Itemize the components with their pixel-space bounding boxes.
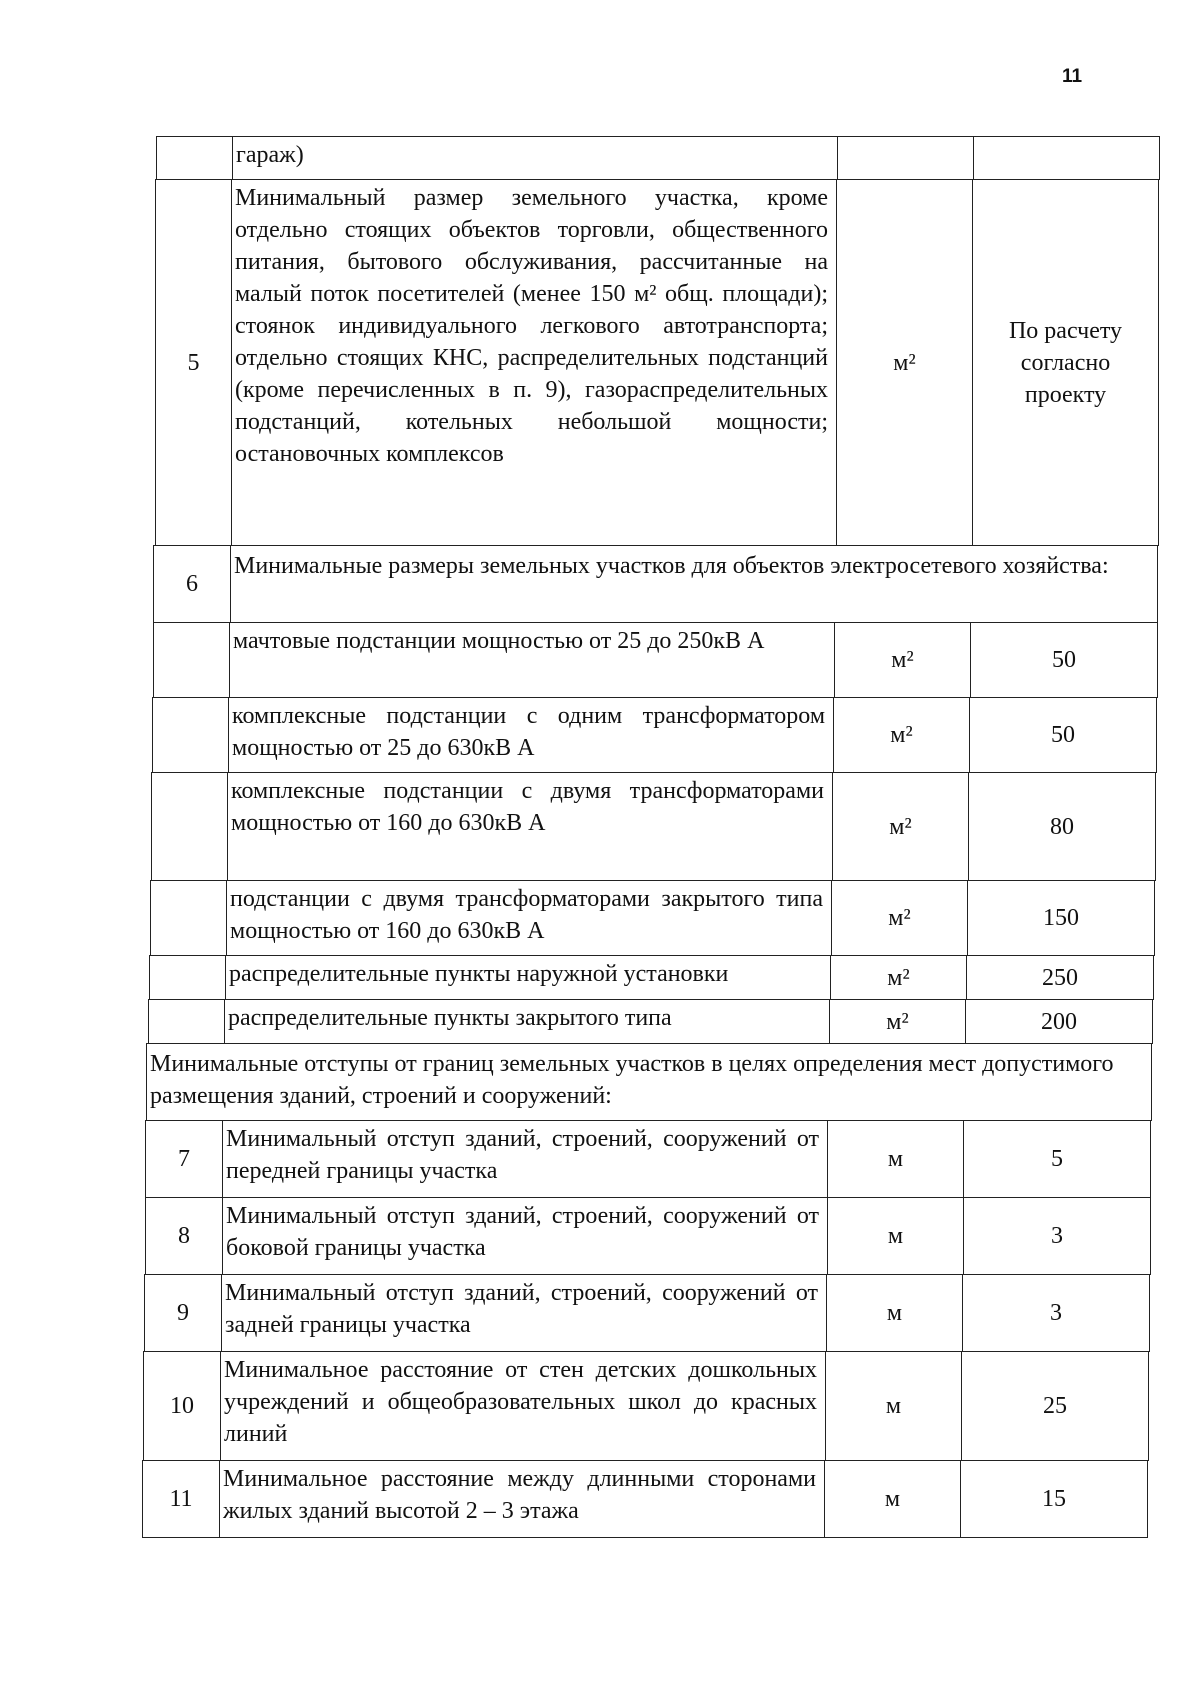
row-number-cell: 10 <box>143 1351 221 1461</box>
row-description-cell: комплексные подстанции с одним трансформатором мощностью от 25 до 630кВ А <box>228 697 834 773</box>
row-unit-cell: м <box>824 1460 961 1538</box>
row-unit-cell: м² <box>830 955 967 1000</box>
row-value-cell: По расчету согласно проекту <box>972 179 1159 546</box>
row-value-cell: 80 <box>968 772 1156 881</box>
row-number-cell <box>150 880 227 956</box>
row-number-cell: 9 <box>144 1274 222 1352</box>
row-unit-cell: м² <box>829 999 966 1044</box>
row-description-cell: мачтовые подстанции мощностью от 25 до 250кВ А <box>229 622 835 698</box>
row-description-cell: Минимальный размер земельного участка, кроме отдельно стоящих объектов торговли, общественного питания, бытового обслуживания, рассчитанные на малый поток посетителей (менее 150 м² общ. площади); стоянок индивидуального легкового автотранспорта; отдельно стоящих КНС, распределительных подстанций (кроме перечисленных в п. 9), газораспределительных подстанций, котельных небольшой мощности; остановочных комплексов <box>231 179 837 546</box>
row-value-cell: 50 <box>969 697 1157 773</box>
row-value-cell: 150 <box>967 880 1155 956</box>
row-value-cell: 5 <box>963 1120 1151 1198</box>
row-number-cell <box>151 772 228 881</box>
row-description-cell: Минимальные размеры земельных участков для объектов электросетевого хозяйства: <box>230 545 1158 623</box>
row-description-cell: распределительные пункты наружной установки <box>225 955 831 1000</box>
row-description-cell: комплексные подстанции с двумя трансформаторами мощностью от 160 до 630кВ А <box>227 772 833 881</box>
row-unit-cell: м <box>827 1120 964 1198</box>
row-unit-cell: м <box>827 1197 964 1275</box>
row-value-cell: 3 <box>963 1197 1151 1275</box>
row-number-cell: 5 <box>155 179 232 546</box>
row-description-cell: подстанции с двумя трансформаторами закрытого типа мощностью от 160 до 630кВ А <box>226 880 832 956</box>
row-number-cell <box>156 136 233 180</box>
row-number-cell <box>152 697 229 773</box>
row-description-cell: гараж) <box>232 136 838 180</box>
row-number-cell: 11 <box>142 1460 220 1538</box>
row-number-cell <box>148 999 225 1044</box>
row-value-cell: 50 <box>970 622 1158 698</box>
row-unit-cell: м <box>826 1274 963 1352</box>
row-unit-cell: м² <box>831 880 968 956</box>
row-unit-cell: м <box>825 1351 962 1461</box>
row-unit-cell: м² <box>833 697 970 773</box>
row-description-cell: Минимальный отступ зданий, строений, сооружений от передней границы участка <box>222 1120 828 1198</box>
row-description-cell: Минимальный отступ зданий, строений, сооружений от задней границы участка <box>221 1274 827 1352</box>
row-value-cell: 200 <box>965 999 1153 1044</box>
row-value-cell: 25 <box>961 1351 1149 1461</box>
row-value-cell: 15 <box>960 1460 1148 1538</box>
row-value-cell: 250 <box>966 955 1154 1000</box>
row-number-cell: 7 <box>145 1120 223 1198</box>
row-number-cell: 8 <box>145 1197 223 1275</box>
row-description-cell: распределительные пункты закрытого типа <box>224 999 830 1044</box>
row-value-cell <box>973 136 1160 180</box>
row-description-cell: Минимальное расстояние от стен детских дошкольных учреждений и общеобразовательных школ до красных линий <box>220 1351 826 1461</box>
row-unit-cell <box>837 136 974 180</box>
row-unit-cell: м² <box>836 179 973 546</box>
row-number-cell: 6 <box>153 545 231 623</box>
row-value-cell: 3 <box>962 1274 1150 1352</box>
row-unit-cell: м² <box>834 622 971 698</box>
row-description-cell: Минимальный отступ зданий, строений, сооружений от боковой границы участка <box>222 1197 828 1275</box>
row-description-cell: Минимальное расстояние между длинными сторонами жилых зданий высотой 2 – 3 этажа <box>219 1460 825 1538</box>
section-heading-cell: Минимальные отступы от границ земельных участков в целях определения мест допустимого размещения зданий, строений и сооружений: <box>146 1043 1152 1121</box>
page-number: 11 <box>1062 66 1083 87</box>
row-number-cell <box>149 955 226 1000</box>
row-unit-cell: м² <box>832 772 969 881</box>
row-number-cell <box>153 622 230 698</box>
